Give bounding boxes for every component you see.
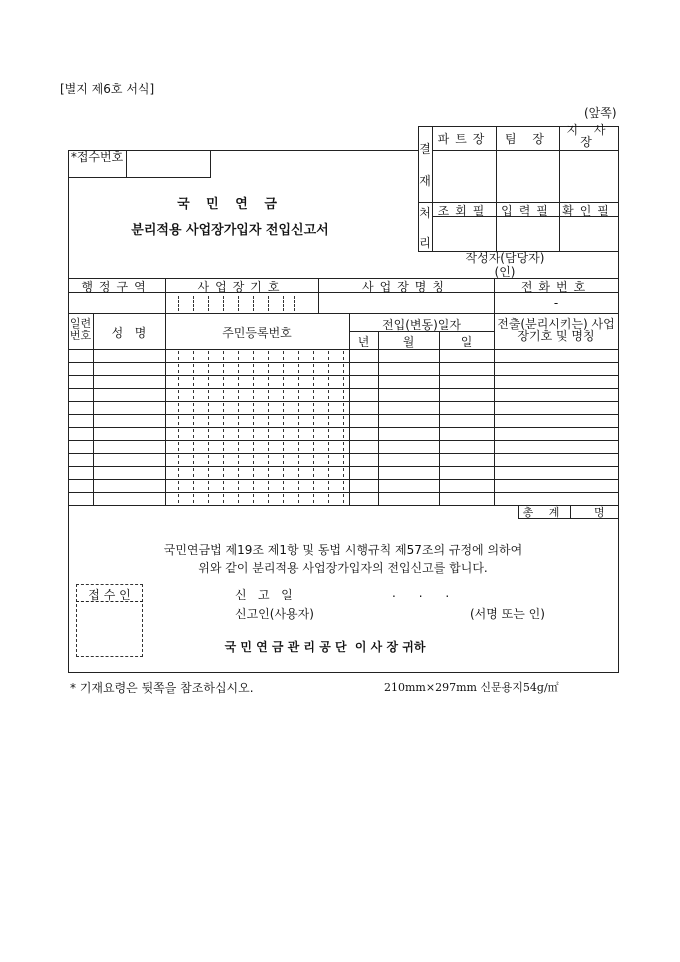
- statement-line: 국민연금법 제19조 제1항 및 동법 시행규칙 제57조의 규정에 의하여: [163, 543, 523, 557]
- title: 국 민 연 금: [177, 197, 283, 212]
- table-row[interactable]: [68, 349, 618, 362]
- paper-spec: 210mm×297mm 신문용지54g/㎡: [384, 681, 559, 694]
- approval-header: 지 사 장: [566, 123, 612, 149]
- workplace-code-field[interactable]: [166, 293, 317, 312]
- subtitle: 분리적용 사업장가입자 전입신고서: [131, 223, 329, 238]
- table-row[interactable]: [68, 388, 618, 401]
- form-label: [별지 제6호 서식]: [60, 82, 155, 96]
- table-row[interactable]: [68, 362, 618, 375]
- side-label: (앞쪽): [584, 106, 617, 120]
- table-row[interactable]: [68, 427, 618, 440]
- approval-header: 파트장: [437, 132, 491, 146]
- table-row[interactable]: [68, 440, 618, 453]
- addressee: 국 민 연 금 관 리 공 단 이 사 장 귀하: [224, 640, 426, 654]
- phone-field[interactable]: -: [553, 296, 559, 310]
- signature-field[interactable]: (서명 또는 인): [470, 607, 545, 621]
- table-row[interactable]: [68, 401, 618, 414]
- receipt-number-label: *접수번호: [70, 150, 124, 164]
- form-page: [별지 제6호 서식] (앞쪽) 결 재 처 리 파트장 팀 장 지 사 장 조회필 입력필 확인필 *접수번호 국 민 연 금 분리적용 사업장가입자 전입신고서 작성자(담당자) (인) 행정구역 사업장기호 사업장명칭 전화번호 - 일련번호 성 명 주민등록번호 전입(변동)일자 년 월 일 전출(분리시키는) 사업장기호 및 명칭 총 계 명 국민연금법 제19조 제1항 및 동법 시행규칙 제57조의 규정에 의하여 위와 같이 분리적용 사업장가입자의 전입신고를 합니다. 접 수 인 신 고 일 . . . 신고인(사용자) (서명 또는 인) 국 민 연 금 관 리 공 단 이 사 장 귀하 * 기재요령은 뒷쪽을 참조하십시오. 210mm×297mm 신문용지54g/㎡: [0, 0, 680, 962]
- table-row[interactable]: [68, 466, 618, 479]
- table-row[interactable]: [68, 453, 618, 466]
- workplace-name-field[interactable]: [319, 293, 493, 312]
- writer-label: 작성자(담당자): [465, 251, 545, 265]
- report-date-field[interactable]: . . .: [392, 586, 450, 600]
- table-row[interactable]: [68, 479, 618, 492]
- writer-seal: (인): [494, 265, 516, 279]
- table-row[interactable]: [68, 375, 618, 388]
- admin-district-field[interactable]: [69, 293, 164, 312]
- total-unit: 명: [594, 506, 605, 519]
- table-row[interactable]: [68, 414, 618, 427]
- receipt-number-field[interactable]: [127, 151, 210, 177]
- footer-note: * 기재요령은 뒷쪽을 참조하십시오.: [70, 681, 254, 695]
- approval-header: 팀 장: [505, 132, 550, 146]
- statement-line: 위와 같이 분리적용 사업장가입자의 전입신고를 합니다.: [198, 561, 488, 575]
